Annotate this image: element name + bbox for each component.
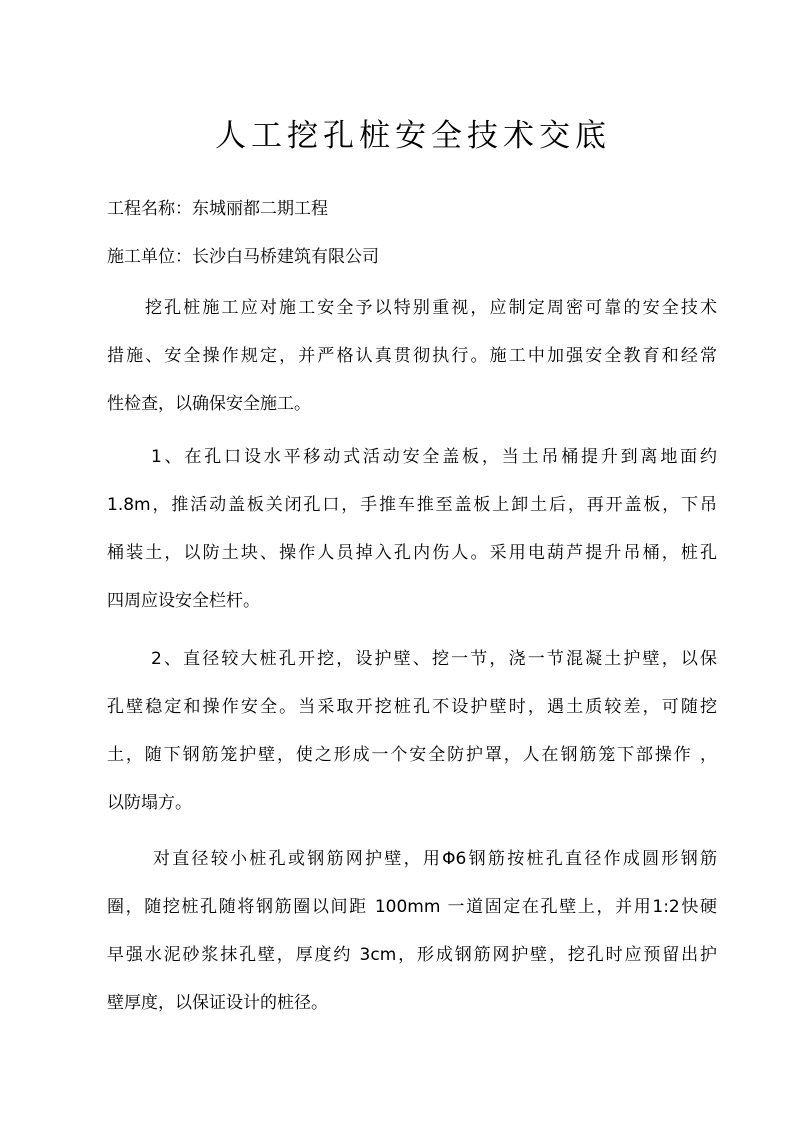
paragraph-line: 孔壁稳定和操作安全。当采取开挖桩孔不设护壁时，遇土质较差，可随挖 — [107, 697, 717, 717]
paragraph-line: 对直径较小桩孔或钢筋网护壁，用Φ6钢筋按桩孔直径作成圆形钢筋 — [153, 849, 717, 869]
paragraph-line: 1.8m，推活动盖板关闭孔口，手推车推至盖板上卸土后，再开盖板，下吊 — [107, 495, 717, 515]
paragraph-item-2 — [107, 635, 717, 827]
paragraph-item-1 — [107, 433, 717, 625]
project-name-line: 工程名称：东城丽都二期工程 — [107, 199, 328, 219]
document-title: 人工挖孔桩安全技术交底 — [215, 118, 611, 154]
paragraph-rebar-mesh — [107, 835, 717, 1027]
paragraph-line: 以防塌方。 — [107, 793, 192, 813]
paragraph-line: 四周应设安全栏杆。 — [107, 591, 260, 611]
paragraph-line: 措施、安全操作规定，并严格认真贯彻执行。施工中加强安全教育和经常 — [107, 346, 717, 366]
paragraph-line: 1、在孔口设水平移动式活动安全盖板，当土吊桶提升到离地面约 — [151, 447, 717, 467]
contractor-line: 施工单位：长沙白马桥建筑有限公司 — [107, 247, 379, 267]
paragraph-line: 桶装土，以防土块、操作人员掉入孔内伤人。采用电葫芦提升吊桶，桩孔 — [107, 543, 717, 563]
paragraph-line: 壁厚度，以保证设计的桩径。 — [107, 993, 328, 1013]
paragraph-line: 性检查，以确保安全施工。 — [107, 394, 311, 414]
paragraph-line: 挖孔桩施工应对施工安全予以特别重视，应制定周密可靠的安全技术 — [145, 298, 717, 318]
paragraph-line: 早强水泥砂浆抹孔壁，厚度约 3cm，形成钢筋网护壁，挖孔时应预留出护 — [107, 945, 717, 965]
paragraph-line: 圈，随挖桩孔随将钢筋圈以间距 100mm 一道固定在孔壁上，并用1:2快硬 — [107, 897, 717, 917]
paragraph-intro — [107, 284, 717, 428]
paragraph-line: 土，随下钢筋笼护壁，使之形成一个安全防护罩，人在钢筋笼下部操作 ， — [107, 745, 717, 765]
paragraph-line: 2、直径较大桩孔开挖，设护壁、挖一节，浇一节混凝土护壁，以保 — [151, 649, 717, 669]
